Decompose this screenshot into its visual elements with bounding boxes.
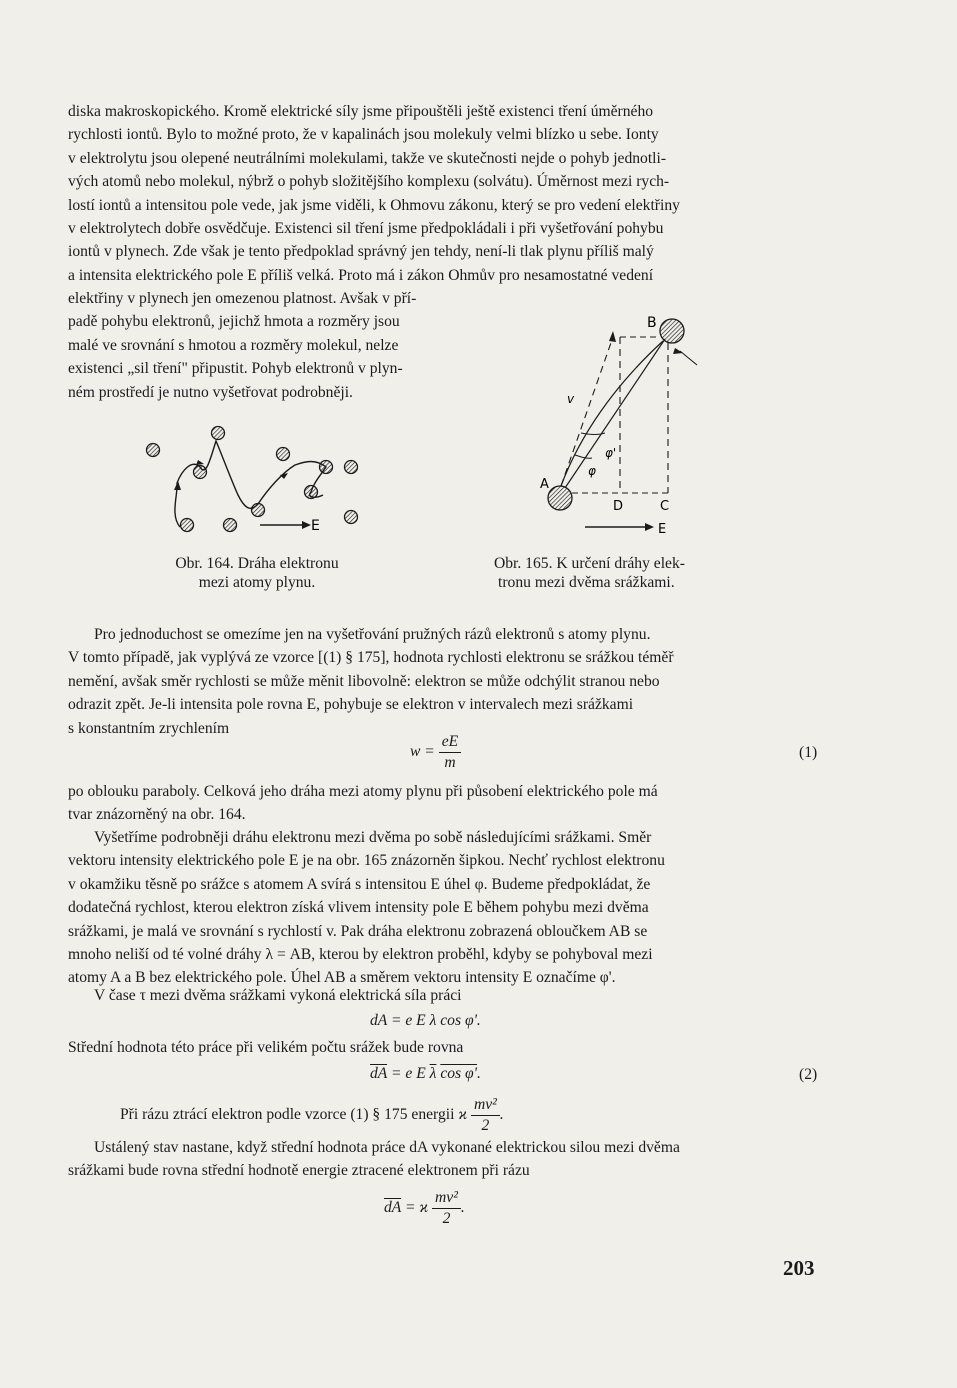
label-phi: φ [588, 464, 596, 478]
label-C: C [660, 499, 670, 514]
text-line: V čase τ mezi dvěma srážkami vykoná elektrická síla práci [94, 987, 462, 1004]
caption-line: mezi atomy plynu. [198, 574, 316, 591]
chord-AB [565, 339, 665, 488]
velocity-line [561, 337, 613, 486]
paragraph-2 [68, 623, 820, 740]
text-line: Střední hodnota této práce při velikém počtu srážek bude rovna [68, 1039, 464, 1056]
text-line: Při rázu ztrácí elektron podle vzorce (1) § 175 energii [120, 1106, 455, 1124]
label-phi-prime: φ' [605, 446, 617, 460]
text-line: v okamžiku těsně po srážce s atomem A svírá s intensitou E úhel φ. Budeme předpokládat, že [68, 875, 651, 893]
caption-line: Obr. 165. K určení dráhy elek- [494, 555, 685, 572]
arrow-head [196, 460, 204, 465]
text-line: vých atomů nebo molekul, nýbrž o pohyb složitějšího komplexu (solvátu). Úměrnost mezi rych- [68, 173, 670, 191]
text-line: nemění, avšak směr rychlosti se může měnit libovolně: elektron se může odchýlit stranou nebo [68, 672, 660, 690]
text-line: s konstantním zrychlením [68, 719, 230, 737]
text-line: elektřiny v plynech jen omezenou platnost. Avšak v pří- [68, 290, 417, 307]
label-B: B [647, 315, 657, 331]
text-line: diska makroskopického. Kromě elektrické síly jsme připouštěli ještě existenci tření úměrného [68, 103, 654, 120]
field-arrow-head [302, 521, 311, 529]
energy-denominator: 2 [481, 1117, 490, 1134]
text-line: mnoho neliší od té volné dráhy λ = AB, kterou by elektron proběhl, kdyby se pohyboval mezi [68, 946, 653, 964]
energy-numerator: mv² [471, 1095, 500, 1116]
equation-2 [370, 1064, 481, 1084]
text-line: po oblouku paraboly. Celková jeho dráha mezi atomy plynu při působení elektrického pole má [68, 783, 658, 800]
text-line: iontů v plynech. Zde však je tento předpoklad správný jen tehdy, není-li tlak plynu příliš malý [68, 243, 654, 261]
text-line: rychlosti iontů. Bylo to možné proto, že v kapalinách jsou molekuly velmi blízko u sebe. Ionty [68, 126, 659, 144]
eq2-rhs: = e E [390, 1065, 426, 1082]
paragraph-4 [68, 826, 820, 990]
paragraph-8 [68, 1136, 820, 1183]
eq1-fraction [439, 732, 461, 773]
text-line: atomy A a B bez elektrického pole. Úhel AB a směrem vektoru intensity E označíme φ'. [68, 969, 616, 987]
final-eq: = ϰ [404, 1199, 429, 1217]
text-line: V tomto případě, jak vyplývá ze vzorce [(1) § 175], hodnota rychlosti elektronu se srážkou téměř [68, 649, 674, 667]
arrow-head [673, 348, 683, 354]
eq2-end: . [476, 1065, 481, 1082]
energy-end: . [499, 1106, 504, 1124]
final-end: . [460, 1199, 465, 1217]
eq2-lambda: $\overline{\lambda}$ [429, 1065, 437, 1082]
paragraph-1 [68, 100, 820, 287]
page-number: 203 [783, 1256, 815, 1280]
text-line: Ustálený stav nastane, když střední hodnota práce dA vykonané elektrickou silou mezi dvěma [94, 1139, 680, 1156]
equation-1 [410, 732, 461, 773]
equation-work: dA = e E λ cos φ'. [370, 1012, 481, 1029]
final-denominator: 2 [442, 1210, 451, 1227]
label-v: v [567, 392, 575, 406]
paragraph-6 [68, 1036, 820, 1059]
angle-arc-phi [575, 455, 592, 458]
text-line: v elektrolytu jsou olepené neutrálními molekulami, takže ve skutečnosti nejde o pohyb jednotli- [68, 149, 667, 167]
energy-expression [458, 1096, 504, 1134]
text-line: padě pohybu elektronů, jejichž hmota a rozměry jsou [68, 313, 400, 331]
equation-final [384, 1188, 465, 1229]
figure-165 [525, 305, 705, 545]
eq1-lhs: w = [410, 743, 435, 761]
caption-line: Obr. 164. Dráha elektronu [175, 555, 339, 572]
atom-B [660, 319, 684, 343]
paragraph-1-narrow [68, 287, 498, 404]
final-numerator: mv² [432, 1188, 461, 1209]
field-label: E [311, 518, 320, 534]
final-lhs: $\overline{dA}$ [384, 1199, 402, 1217]
arrow-head [609, 331, 616, 342]
text-line: srážkami, je malá ve srovnání s rychlostí v. Pak dráha elektronu zobrazená obloučkem AB se [68, 922, 648, 940]
label-E: E [658, 522, 667, 537]
text-line: dodatečná rychlost, kterou elektron získá vlivem intensity pole E během pohybu mezi dvěma [68, 899, 649, 917]
label-A: A [540, 477, 549, 492]
text-line: lostí iontů a intensitou pole vede, jak jsme viděli, k Ohmovu zákonu, který se pro vedení elektřiny [68, 196, 680, 214]
figure-164 [130, 415, 380, 540]
arrow-line [680, 351, 697, 365]
paragraph-7 [68, 1095, 820, 1136]
text-line: odrazit zpět. Je-li intensita pole rovna E, pohybuje se elektron v intervalech mezi srážkami [68, 696, 634, 714]
text-line: Vyšetříme podrobněji dráhu elektronu mezi dvěma po sobě následujícími srážkami. Směr [94, 829, 652, 846]
paragraph-5 [68, 984, 820, 1007]
text-line: malé ve srovnání s hmotou a rozměry molekul, nelze [68, 336, 399, 354]
final-fraction [432, 1188, 461, 1229]
text-line: a intensita elektrického pole E příliš velká. Proto má i zákon Ohmův pro nesamostatné vedení [68, 266, 654, 284]
electron-arc [561, 341, 663, 486]
label-D: D [613, 499, 624, 514]
equation-1-number: (1) [799, 744, 818, 761]
paragraph-3 [68, 780, 820, 827]
text-line: Pro jednoduchost se omezíme jen na vyšetřování pružných rázů elektronů s atomy plynu. [94, 626, 651, 643]
text-line: v elektrolytech dobře osvědčuje. Existenci sil tření jsme předpokládali i při vyšetřování pohybu [68, 220, 664, 238]
eq2-lhs: $\overline{dA}$ [370, 1065, 388, 1082]
figure-165-caption [494, 554, 744, 592]
electron-path [175, 441, 326, 527]
field-arrow-head [645, 523, 654, 531]
figure-164-caption [148, 554, 366, 592]
equation-2-number: (2) [799, 1066, 818, 1083]
arrow-head [174, 481, 181, 490]
eq1-denominator: m [444, 754, 456, 771]
atom-A [548, 486, 572, 510]
text-line: tvar znázorněný na obr. 164. [68, 806, 246, 824]
text-line: vektoru intensity elektrického pole E je na obr. 165 znázorněn šipkou. Nechť rychlost elektronu [68, 852, 665, 870]
eq1-numerator: eE [439, 732, 461, 753]
eq2-cos: cos φ' [440, 1065, 477, 1082]
energy-prefix: ϰ [458, 1106, 468, 1124]
text-line: srážkami bude rovna střední hodnotě energie ztracené elektronem při rázu [68, 1162, 530, 1180]
text-line: existenci „sil tření" připustit. Pohyb elektronů v plyn- [68, 360, 403, 378]
caption-line: tronu mezi dvěma srážkami. [498, 574, 675, 591]
text-line: ném prostředí je nutno vyšetřovat podrobněji. [68, 383, 353, 401]
energy-fraction [471, 1095, 500, 1136]
